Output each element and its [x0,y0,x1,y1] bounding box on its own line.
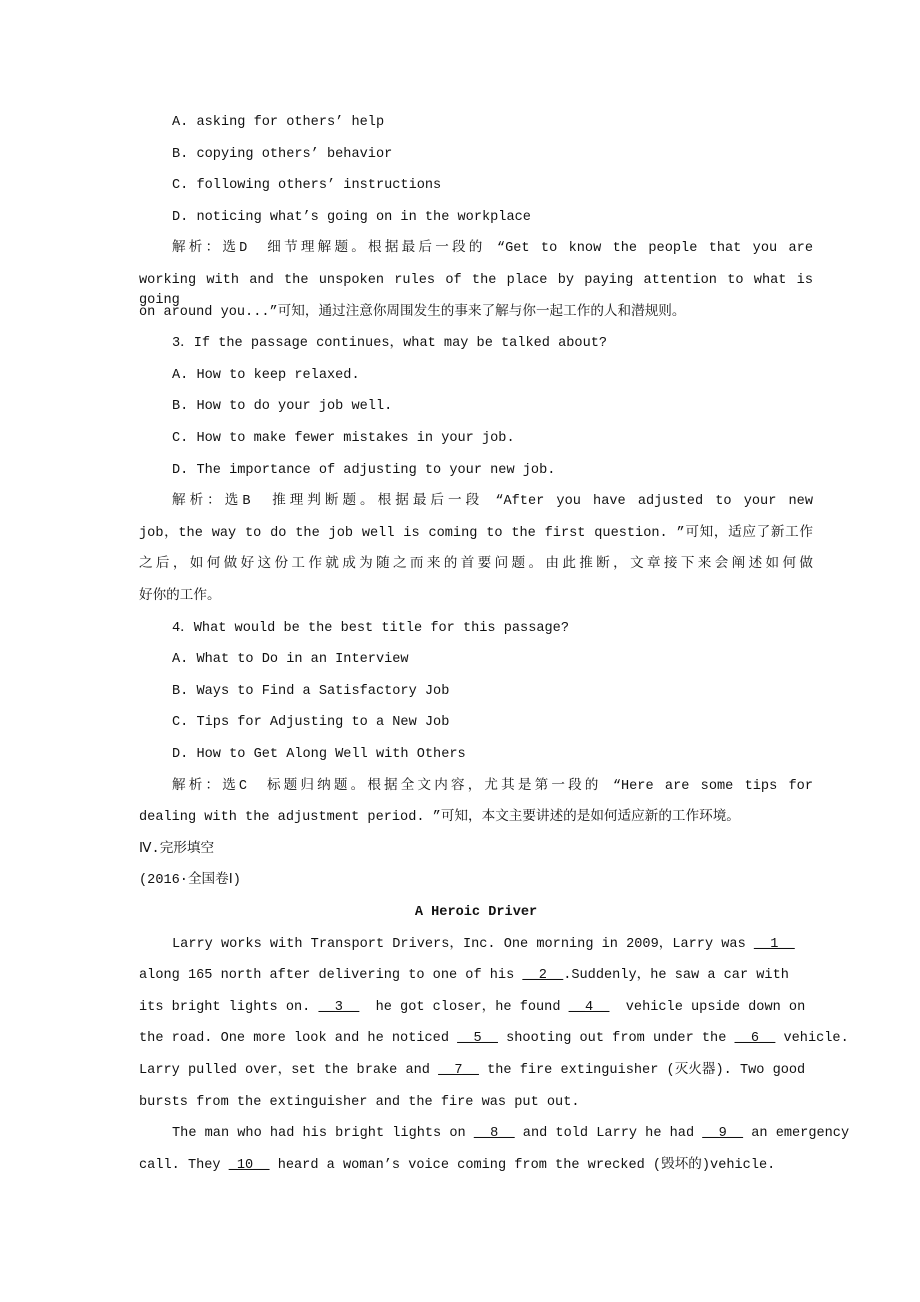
text-segment: the fire extinguisher (灭火器). Two good [478,1063,806,1078]
text-segment: job，the way to do the job well is coming to the first question. ”可知，适应了新工作 [139,525,813,541]
cloze-blank: __5__ [457,1031,498,1047]
text-segment: bursts from the extinguisher and the fire was put out. [139,1094,580,1110]
text-line [139,871,813,891]
text-segment: Ⅳ.完形填空 [139,841,215,857]
text-segment: vehicle upside down on [609,999,806,1015]
cloze-blank: __9__ [702,1126,744,1142]
text-line [172,239,813,259]
cloze-blank: __1__ [753,936,795,952]
text-line [139,1029,849,1049]
text-line [172,935,813,955]
text-segment: D. How to Get Along Well with Others [172,747,466,762]
text-segment: C. Tips for Adjusting to a New Job [172,715,450,731]
text-line [172,397,813,417]
text-segment: on around you...”可知，通过注意你周围发生的事来了解与你一起工作的人和潜规则。 [139,304,686,320]
text-segment: heard a woman’s voice coming from the wrecked (毁坏的)vehicle. [269,1157,776,1173]
cloze-blank: __4__ [568,999,610,1015]
text-segment: C. following others’ instructions [172,178,442,194]
text-segment: C. How to make fewer mistakes in your job. [172,431,515,446]
text-segment: (2016·全国卷Ⅰ) [139,873,241,889]
cloze-blank: __8__ [473,1126,515,1142]
text-line [172,334,813,354]
text-line [139,555,813,575]
cloze-blank: __3__ [318,999,360,1015]
text-segment: .Suddenly，he saw a car with [563,968,789,984]
text-line [172,208,813,228]
text-line [172,461,813,481]
text-line [139,808,813,828]
text-segment: 解析：选B 推理判断题。根据最后一段 “After you have adjusted to your new [172,494,813,510]
text-line [172,777,813,797]
text-line [139,303,813,323]
text-segment: 好你的工作。 [139,589,221,604]
text-segment: he got closer，he found [359,999,569,1015]
text-segment: call. They [139,1157,229,1173]
cloze-blank: _10__ [228,1157,270,1173]
text-segment: working with and the unspoken rules of the place by paying attention to what is going [139,273,813,308]
text-line [172,145,813,165]
text-segment: D. noticing what’s going on in the workplace [172,209,531,225]
passage-title [139,903,813,923]
text-line [172,682,813,702]
text-segment: Larry works with Transport Drivers，Inc. One morning in 2009，Larry was [172,936,754,952]
text-segment: shooting out from under the [497,1031,735,1047]
text-segment: A. How to keep relaxed. [172,367,360,383]
text-line [172,650,813,670]
text-line [172,713,813,733]
text-segment: 3．If the passage continues，what may be talked about? [172,336,608,352]
text-segment: The man who had his bright lights on [172,1126,474,1142]
text-segment: and told Larry he had [514,1126,703,1142]
text-line [139,966,813,986]
text-line [172,429,813,449]
text-line [139,1093,813,1113]
text-line [172,745,813,765]
text-line [172,619,813,639]
text-segment: A. asking for others’ help [172,115,385,130]
text-line [139,840,813,860]
text-segment: B. Ways to Find a Satisfactory Job [172,683,450,699]
text-segment: B. How to do your job well. [172,399,393,415]
text-segment: 之后，如何做好这份工作就成为随之而来的首要问题。由此推断，文章接下来会阐述如何做 [139,557,813,573]
text-segment: vehicle. [775,1031,849,1047]
text-line [139,271,813,308]
cloze-blank: __2__ [522,968,564,984]
text-line [172,366,813,386]
text-line [172,492,813,512]
text-segment: Larry pulled over，set the brake and [139,1063,439,1078]
text-segment: dealing with the adjustment period. ”可知，本文主要讲述的是如何适应新的工作环境。 [139,810,740,826]
text-segment: A. What to Do in an Interview [172,652,409,668]
text-line [172,176,813,196]
text-line [139,1156,813,1176]
cloze-blank: __6__ [734,1031,776,1047]
text-segment: D. The importance of adjusting to your new job. [172,462,556,478]
text-segment: A Heroic Driver [414,905,538,920]
text-line [139,1061,813,1081]
text-segment: 解析：选D 细节理解题。根据最后一段的 “Get to know the people that you are [172,241,813,257]
text-line [172,1124,850,1144]
text-line [172,113,813,133]
text-segment: along 165 north after delivering to one of his [139,968,523,984]
text-segment: B. copying others’ behavior [172,146,393,162]
cloze-blank: __7__ [438,1063,479,1078]
text-segment: its bright lights on. [139,999,319,1015]
text-segment: an emergency [743,1126,850,1142]
text-line [139,524,813,544]
text-line [139,587,813,607]
text-line [139,998,813,1018]
text-segment: the road. One more look and he noticed [139,1031,458,1047]
text-segment: 解析：选C 标题归纳题。根据全文内容，尤其是第一段的 “Here are some tips for [172,778,813,794]
text-segment: 4．What would be the best title for this passage? [172,620,569,636]
